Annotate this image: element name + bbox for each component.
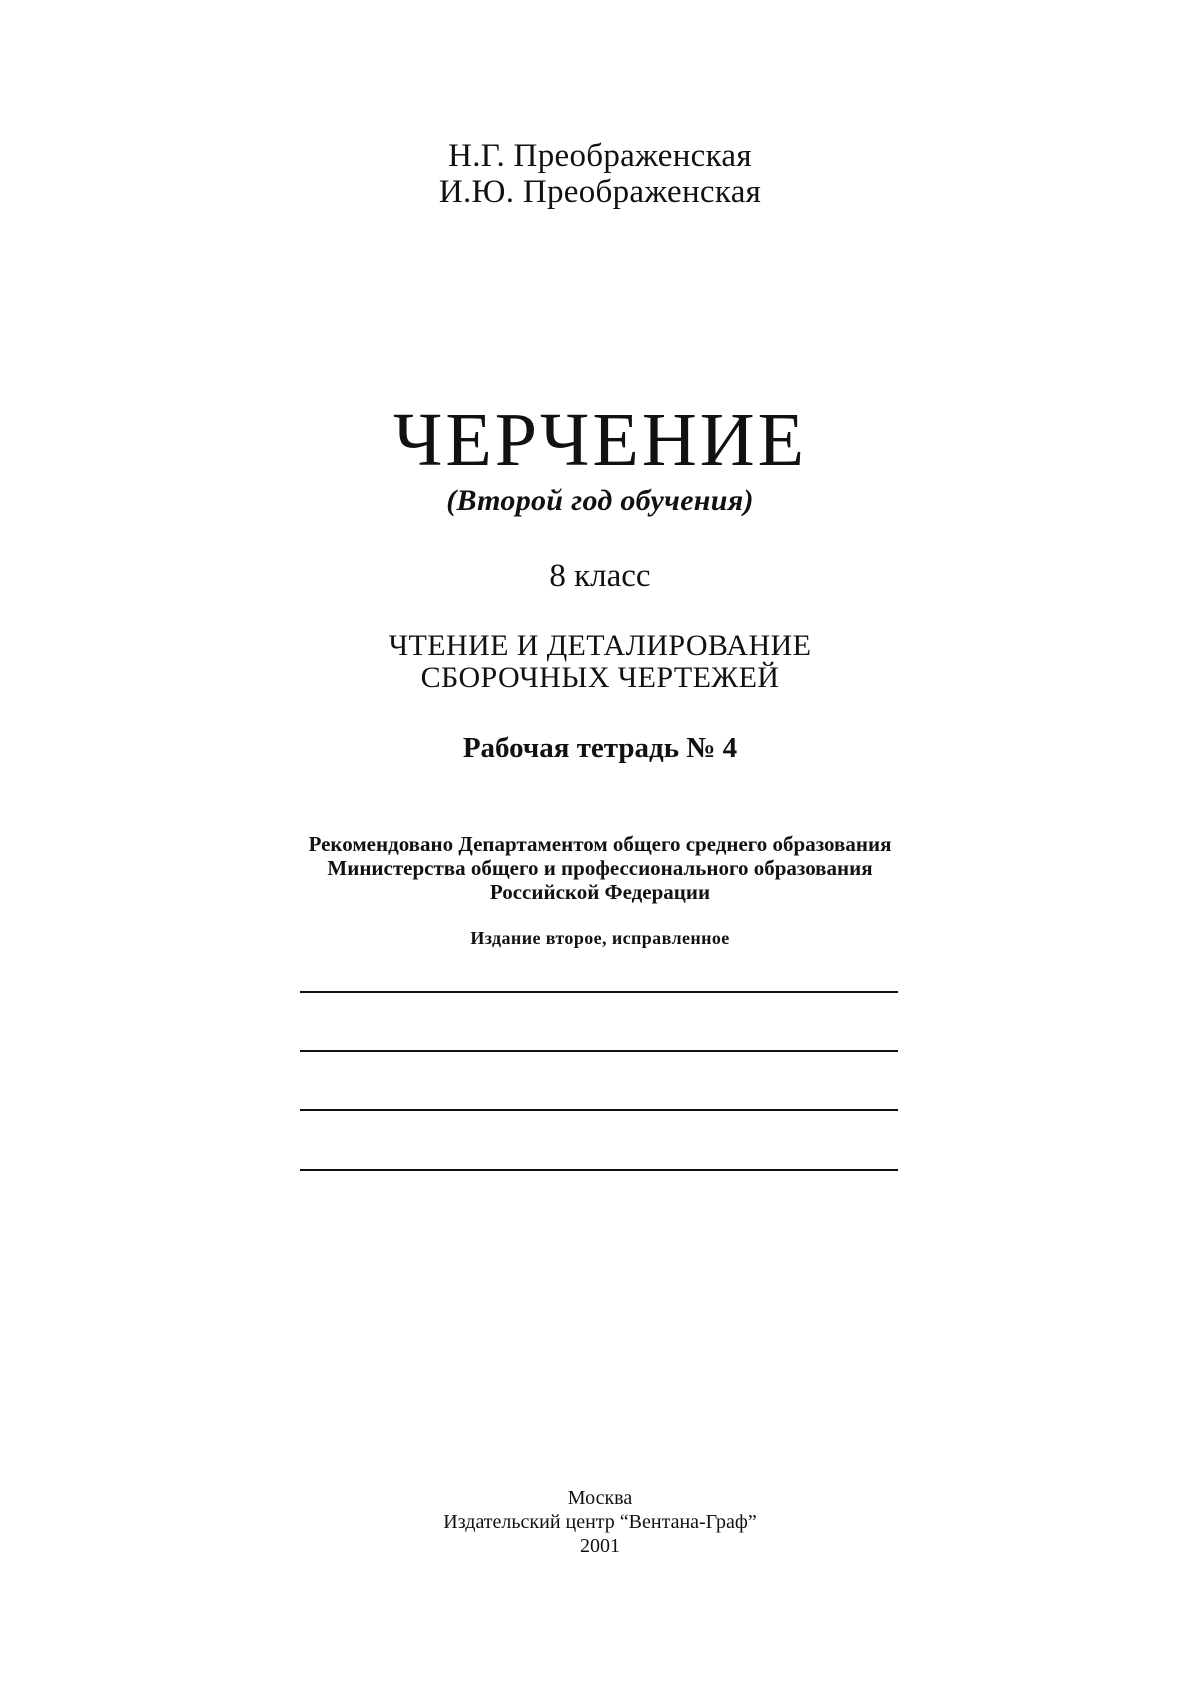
publisher-imprint — [0, 1486, 1200, 1558]
blank-write-line — [300, 991, 898, 993]
authors-block — [0, 138, 1200, 210]
imprint-year: 2001 — [580, 1535, 620, 1557]
topic-line: ЧТЕНИЕ И ДЕТАЛИРОВАНИЕ — [388, 629, 812, 662]
imprint-publisher: Издательский центр “Вентана-Граф” — [443, 1511, 757, 1533]
recommendation-line: Российской Федерации — [489, 880, 711, 904]
recommendation-line: Рекомендовано Департаментом общего среднего образования — [308, 832, 892, 856]
edition-note: Издание второе, исправленное — [470, 928, 730, 948]
blank-write-line — [300, 1169, 898, 1171]
recommendation-line: Министерства общего и профессионального образования — [327, 856, 873, 880]
book-title: ЧЕРЧЕНИЕ — [392, 398, 808, 482]
topic-heading — [0, 630, 1200, 694]
topic-line: СБОРОЧНЫХ ЧЕРТЕЖЕЙ — [420, 661, 780, 694]
book-subtitle: (Второй год обучения) — [446, 484, 754, 517]
imprint-city: Москва — [567, 1487, 633, 1509]
author-name: Н.Г. Преображенская — [448, 138, 752, 174]
author-name: И.Ю. Преображенская — [438, 174, 762, 210]
grade-label: 8 класс — [549, 558, 651, 594]
blank-write-line — [300, 1109, 898, 1111]
workbook-label: Рабочая тетрадь № 4 — [462, 732, 738, 764]
blank-write-line — [300, 1050, 898, 1052]
recommendation-block — [0, 832, 1200, 904]
